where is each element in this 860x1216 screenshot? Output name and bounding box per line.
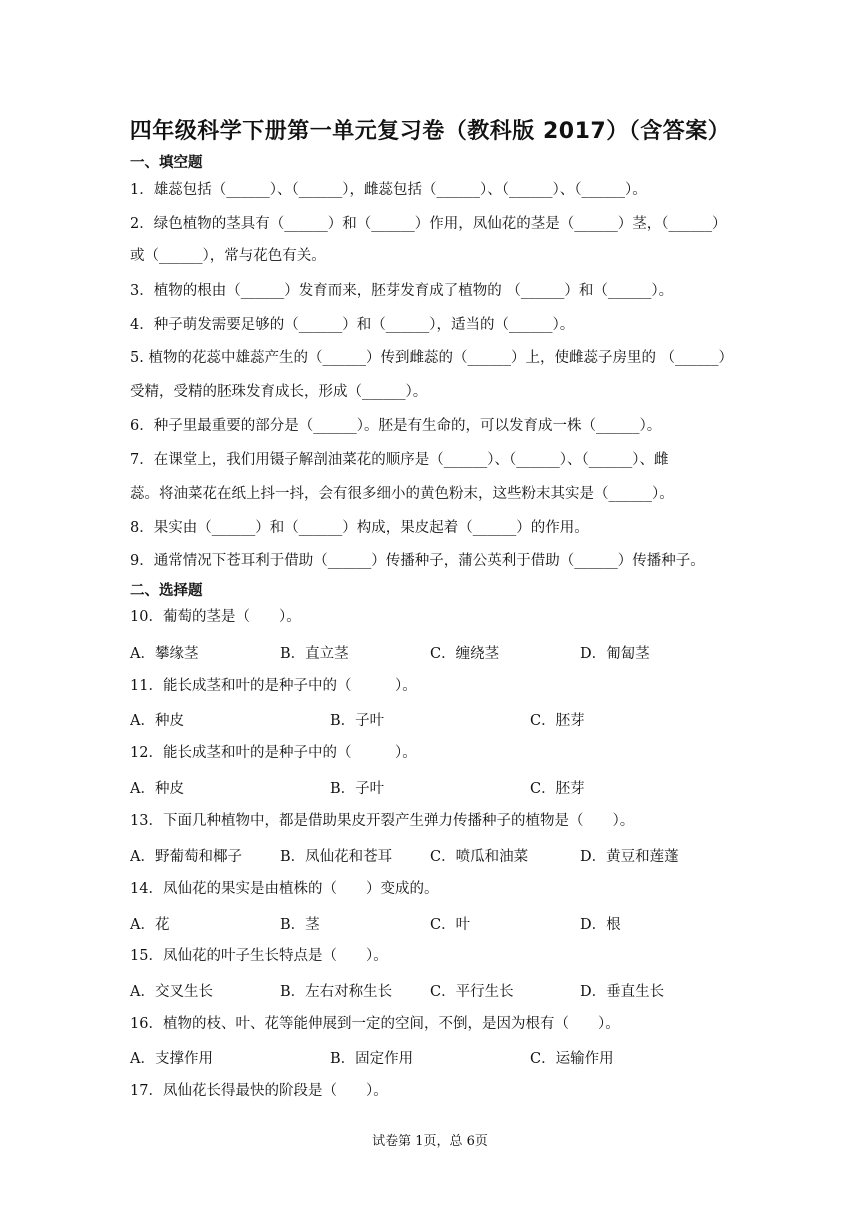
option-b: B．子叶 (330, 713, 385, 729)
fill-line: 或（______），常与花色有关。 (130, 248, 326, 264)
option-a: A．花 (130, 917, 170, 933)
option-c: C．叶 (430, 917, 471, 933)
option-a: A．支撑作用 (130, 1051, 213, 1067)
question-17: 17．凤仙花长得最快的阶段是（ ）。 (130, 1083, 388, 1099)
fill-line: 6．种子里最重要的部分是（______）。胚是有生命的，可以发育成一株（______）。 (130, 418, 662, 434)
option-c: C．胚芽 (530, 713, 585, 729)
option-b: B．凤仙花和苍耳 (280, 849, 393, 865)
fill-line: 受精，受精的胚珠发育成长，形成（______）。 (130, 384, 428, 400)
option-b: B．茎 (280, 917, 320, 933)
fill-line: 3．植物的根由（______）发育而来，胚芽发育成了植物的 （______）和（______）。 (130, 283, 674, 299)
fill-line: 4．种子萌发需要足够的（______）和（______），适当的（______）。 (130, 317, 575, 333)
fill-line: 1．雄蕊包括（______）、（______），雌蕊包括（______）、（______）、（______）。 (130, 182, 647, 198)
option-b: B．直立茎 (280, 646, 349, 662)
option-c: C．平行生长 (430, 984, 514, 1000)
option-c: C．缠绕茎 (430, 646, 500, 662)
page-footer: 试卷第 1页，总 6页 (372, 1134, 488, 1149)
fill-line: 7．在课堂上，我们用镊子解剖油菜花的顺序是（______）、（______）、（______）、雌 (130, 452, 669, 468)
option-d: D．根 (580, 917, 621, 933)
question-16: 16．植物的枝、叶、花等能伸展到一定的空间，不倒，是因为根有（ ）。 (130, 1016, 620, 1032)
option-d: D．匍匐茎 (580, 646, 650, 662)
question-10: 10．葡萄的茎是（ ）。 (130, 609, 301, 625)
fill-line: 8．果实由（______）和（______）构成，果皮起着（______）的作用。 (130, 520, 589, 536)
question-14: 14．凤仙花的果实是由植株的（ ）变成的。 (130, 881, 439, 897)
option-b: B．子叶 (330, 781, 385, 797)
option-c: C．运输作用 (530, 1051, 614, 1067)
option-a: A．种皮 (130, 781, 184, 797)
option-a: A．种皮 (130, 713, 184, 729)
option-d: D．黄豆和莲蓬 (580, 849, 679, 865)
question-13: 13．下面几种植物中，都是借助果皮开裂产生弹力传播种子的植物是（ ）。 (130, 813, 635, 829)
option-a: A．交叉生长 (130, 984, 213, 1000)
section-fill-heading: 一、填空题 (130, 155, 203, 171)
fill-line: 2．绿色植物的茎具有（______）和（______）作用，凤仙花的茎是（______）茎，（______） (130, 216, 727, 232)
fill-line: 蕊。将油菜花在纸上抖一抖，会有很多细小的黄色粉末，这些粉末其实是（______）。 (130, 486, 674, 502)
fill-line: 9．通常情况下苍耳利于借助（______）传播种子，蒲公英利于借助（______）传播种子。 (130, 553, 705, 569)
question-12: 12．能长成茎和叶的是种子中的（ ）。 (130, 745, 417, 761)
option-a: A．攀缘茎 (130, 646, 199, 662)
fill-line: 5. 植物的花蕊中雄蕊产生的（______）传到雌蕊的（______）上，使雌蕊子房里的 （______） (130, 350, 734, 366)
option-b: B．左右对称生长 (280, 984, 393, 1000)
option-a: A．野葡萄和椰子 (130, 849, 242, 865)
section-choice-heading: 二、选择题 (130, 583, 203, 599)
question-11: 11．能长成茎和叶的是种子中的（ ）。 (130, 678, 417, 694)
question-15: 15．凤仙花的叶子生长特点是（ ）。 (130, 948, 388, 964)
option-c: C．喷瓜和油菜 (430, 849, 529, 865)
page-title: 四年级科学下册第一单元复习卷（教科版 2017）（含答案） (129, 119, 731, 144)
option-c: C．胚芽 (530, 781, 585, 797)
option-b: B．固定作用 (330, 1051, 414, 1067)
option-d: D．垂直生长 (580, 984, 665, 1000)
